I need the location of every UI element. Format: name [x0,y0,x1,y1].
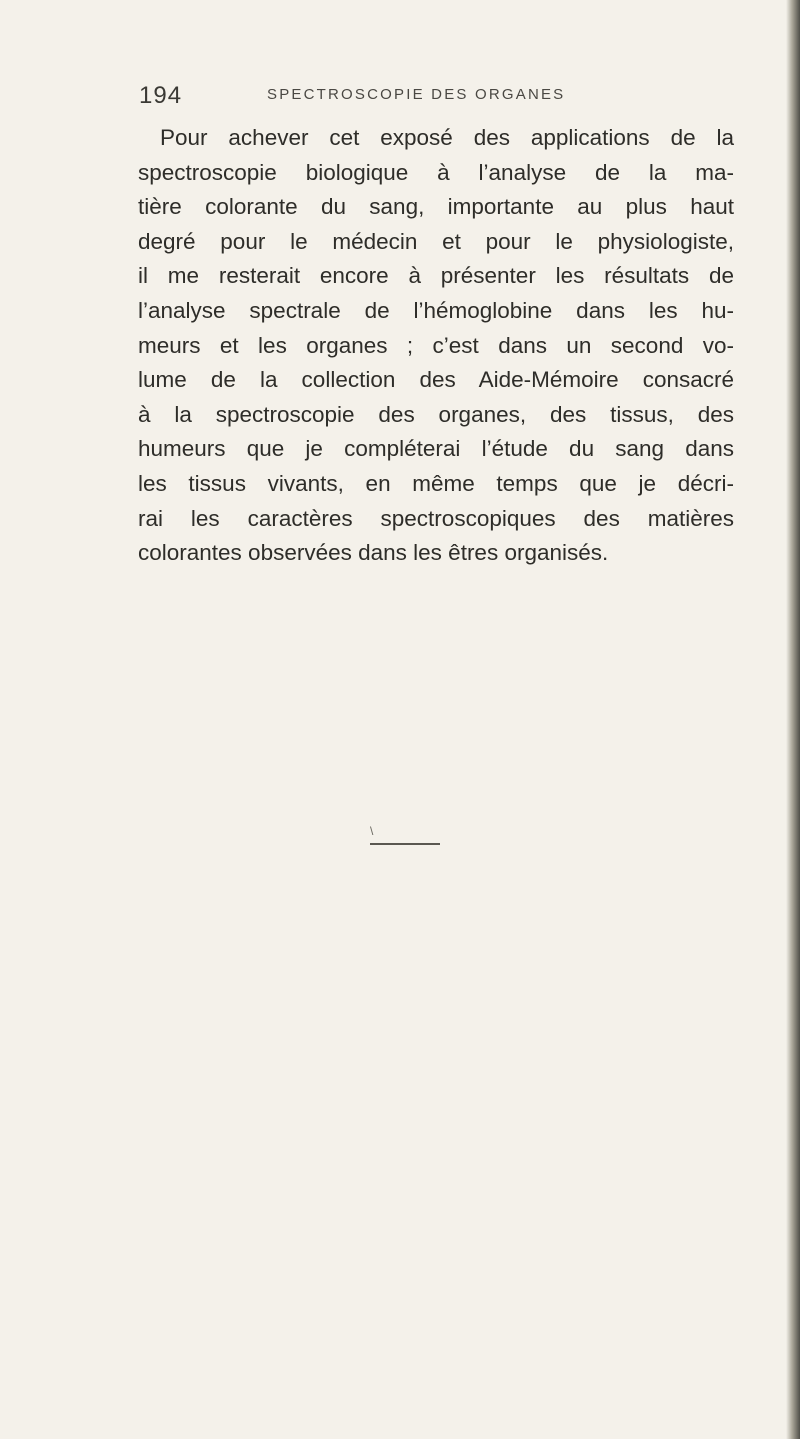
text-line: il me resterait encore à présenter les résultats de [138,263,734,289]
text-line: l’analyse spectrale de l’hémoglobine dans les hu- [138,297,734,323]
text-line: spectroscopie biologique à l’analyse de la ma- [138,159,734,185]
running-title: SPECTROSCOPIE DES ORGANES [267,86,566,103]
text-line: meurs et les organes ; c’est dans un second vo- [138,332,734,358]
text-line: lume de la collection des Aide-Mémoire consacré [138,367,734,393]
end-rule [370,843,440,845]
text-line: humeurs que je compléterai l’étude du sang dans [138,436,734,462]
text-line: rai les caractères spectroscopiques des matières [138,505,734,531]
text-line: colorantes observées dans les êtres organisés. [138,540,609,566]
text-line: Pour achever cet exposé des applications de la [160,125,734,150]
paragraph [138,121,734,571]
text-line: tière colorante du sang, importante au plus haut [138,194,734,220]
text-line: à la spectroscopie des organes, des tissus, des [138,401,734,427]
page-edge-shadow [786,0,800,1439]
page-number: 194 [139,82,183,109]
running-head [139,80,739,114]
text-line: degré pour le médecin et pour le physiologiste, [138,228,734,254]
stray-mark: \ [370,824,374,838]
text-line: les tissus vivants, en même temps que je décri- [138,470,734,496]
